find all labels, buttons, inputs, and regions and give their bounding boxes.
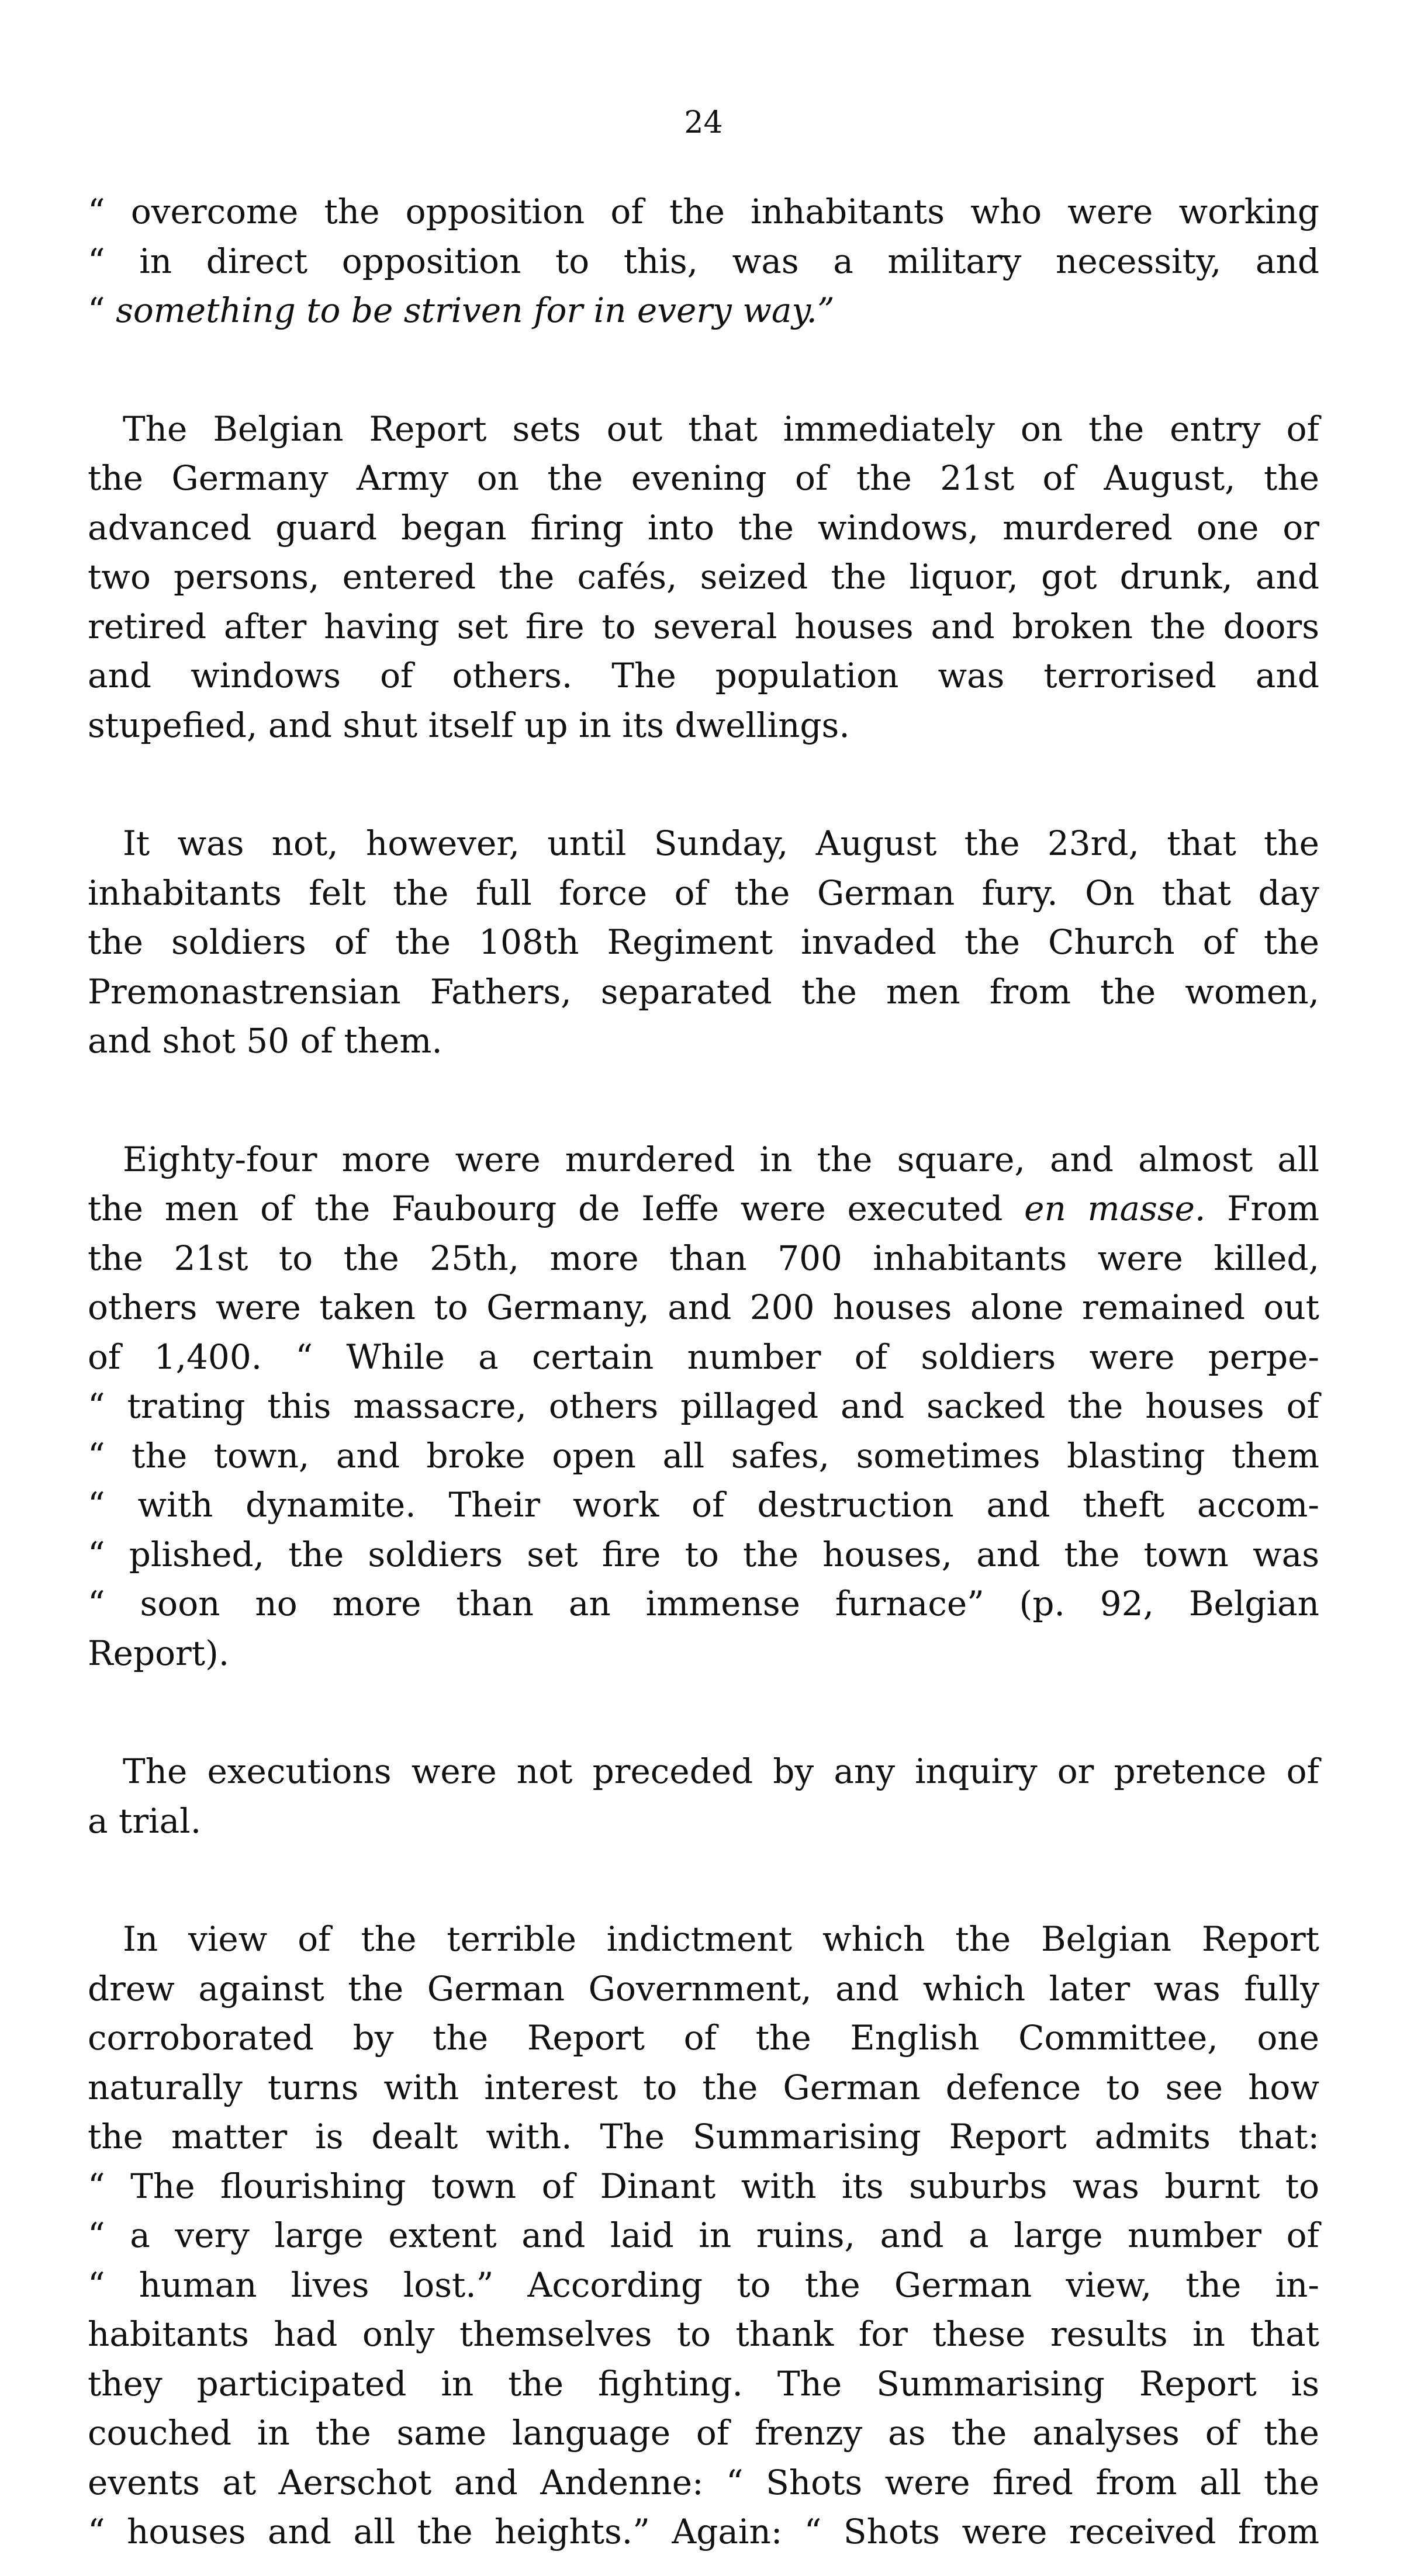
text-line: the matter is dealt with. The Summarising Report admits that: — [88, 2117, 1319, 2156]
text-line: naturally turns with interest to the German defence to see how — [88, 2067, 1319, 2107]
italic-text: something to be striven for in every way.” — [116, 290, 835, 330]
text-line: inhabitants felt the full force of the German fury. On that day — [88, 872, 1319, 913]
text-line: “ overcome the opposition of the inhabitants who were working — [88, 192, 1319, 231]
paragraph-indictment — [88, 1914, 1319, 2557]
text-line: a trial. — [88, 1801, 202, 1841]
text-line: others were taken to Germany, and 200 houses alone remained out — [88, 1287, 1319, 1327]
text-line: The Belgian Report sets out that immediately on the entry of — [123, 408, 1319, 449]
text-line: “ plished, the soldiers set fire to the houses, and the town was — [88, 1534, 1319, 1574]
text-line: It was not, however, until Sunday, August the 23rd, that the — [123, 823, 1319, 863]
text-line: they participated in the fighting. The Summarising Report is — [88, 2363, 1319, 2404]
text-line: drew against the German Government, and which later was fully — [88, 1968, 1319, 2009]
paragraph-quote-continuation — [88, 187, 1319, 335]
text-line: “ in direct opposition to this, was a military necessity, and — [88, 241, 1319, 281]
paragraph-eighty-four — [88, 1135, 1319, 1678]
text-line: “ the town, and broke open all safes, sometimes blasting them — [88, 1435, 1319, 1476]
text-line: corroborated by the Report of the English Committee, one — [88, 2018, 1319, 2058]
page-number: 24 — [684, 105, 723, 140]
text-line: the Germany Army on the evening of the 21st of August, the — [88, 458, 1319, 498]
text-line: “ The flourishing town of Dinant with its suburbs was burnt to — [88, 2166, 1319, 2206]
italic-text: en masse. — [1024, 1189, 1206, 1228]
text-line: Premonastrensian Fathers, separated the men from the women, — [88, 971, 1319, 1012]
text-line: habitants had only themselves to thank for these results in that — [88, 2314, 1319, 2354]
text-line: “ something to be striven for in every way.” — [88, 290, 835, 330]
text-line: two persons, entered the cafés, seized the liquor, got drunk, and — [88, 557, 1319, 597]
text-line: Eighty-four more were murdered in the square, and almost all — [123, 1139, 1319, 1179]
text-line: Report). — [88, 1633, 230, 1673]
text-line: “ trating this massacre, others pillaged and sacked the houses of — [88, 1386, 1319, 1426]
text-line: “ houses and all the heights.” Again: “ Shots were received from — [88, 2512, 1319, 2551]
text-line: the 21st to the 25th, more than 700 inhabitants were killed, — [88, 1238, 1319, 1278]
text-line: of 1,400. “ While a certain number of soldiers were perpe- — [88, 1337, 1319, 1377]
text-line: “ with dynamite. Their work of destruction and theft accom- — [88, 1485, 1319, 1525]
text-line: and shot 50 of them. — [88, 1021, 443, 1061]
text-line: advanced guard began firing into the windows, murdered one or — [88, 507, 1319, 548]
text-line: events at Aerschot and Andenne: “ Shots were fired from all the — [88, 2462, 1319, 2502]
text-line: retired after having set fire to several houses and broken the doors — [88, 606, 1319, 646]
text-line: the soldiers of the 108th Regiment invaded the Church of the — [88, 922, 1319, 962]
text-line: stupefied, and shut itself up in its dwellings. — [88, 705, 850, 745]
text-line: couched in the same language of frenzy as the analyses of the — [88, 2413, 1319, 2453]
text-line: The executions were not preceded by any inquiry or pretence of — [123, 1751, 1319, 1791]
text-line: and windows of others. The population was terrorised and — [88, 656, 1319, 695]
text-line: “ a very large extent and laid in ruins, and a large number of — [88, 2215, 1319, 2255]
text-line: “ human lives lost.” According to the German view, the in- — [88, 2265, 1319, 2305]
text-line: In view of the terrible indictment which the Belgian Report — [123, 1919, 1319, 1959]
text-line: “ soon no more than an immense furnace” (p. 92, Belgian — [88, 1584, 1319, 1623]
paragraph-belgian-report — [88, 404, 1319, 750]
text-line: the men of the Faubourg de Ieffe were executed en masse. From — [88, 1189, 1320, 1228]
paragraph-executions — [88, 1747, 1319, 1846]
paragraph-sunday-august — [88, 819, 1319, 1066]
